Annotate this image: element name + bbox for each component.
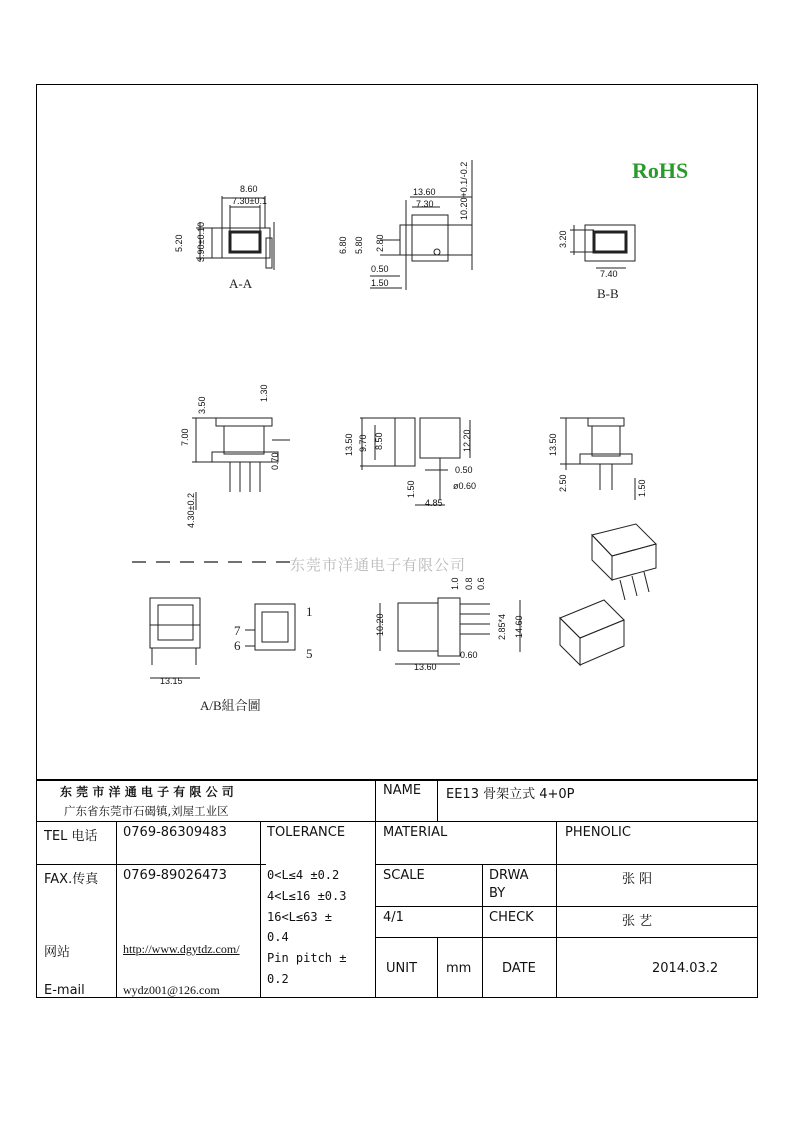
- dim-text: 2.80: [375, 234, 385, 252]
- email-label: E-mail: [44, 983, 85, 998]
- email-value[interactable]: wydz001@126.com: [123, 983, 220, 997]
- pin-label: 6: [234, 638, 241, 653]
- dim-text: 0.50: [455, 465, 473, 475]
- check-value: 张 艺: [622, 914, 653, 929]
- scale-label: SCALE: [383, 868, 425, 883]
- check-label: CHECK: [489, 910, 534, 925]
- dim-text: 3.90±0.10: [196, 222, 206, 262]
- dim-text: 13.50: [344, 433, 354, 456]
- dim-text: 2.50: [558, 474, 568, 492]
- unit-label: UNIT: [386, 961, 418, 976]
- dim-text: 7.30±0.1: [232, 196, 267, 206]
- dim-text: 0.6: [476, 577, 486, 590]
- view-label-bb: B-B: [597, 286, 619, 301]
- tb-line: [260, 821, 261, 998]
- company-name: 东 莞 市 洋 通 电 子 有 限 公 司: [60, 785, 234, 799]
- material-value: PHENOLIC: [565, 825, 631, 840]
- fax-value: 0769-89026473: [123, 868, 227, 883]
- dim-text: 13.60: [414, 662, 437, 672]
- web-label: 网站: [44, 945, 71, 960]
- dim-text: 8.50: [374, 432, 384, 450]
- pin-label: 7: [234, 623, 241, 638]
- tolerance-line-3: 16<L≤63 ±: [267, 910, 333, 924]
- scale-value: 4/1: [383, 910, 404, 925]
- tolerance-line-1: 0<L≤4 ±0.2: [267, 868, 340, 882]
- tb-line: [375, 937, 758, 938]
- dim-text: 5.20: [174, 234, 184, 252]
- dim-text: 12.20: [462, 429, 472, 452]
- view-label-assembly: A/B組合圖: [200, 698, 261, 713]
- rohs-mark: RoHS: [632, 158, 689, 183]
- view-assembly: [150, 598, 520, 678]
- dim-text: 1.50: [637, 479, 647, 497]
- dim-text: 3.50: [197, 396, 207, 414]
- tb-line: [375, 864, 758, 865]
- tb-line: [437, 779, 438, 821]
- dim-text: 6.80: [338, 236, 348, 254]
- drwaby-label: BY: [489, 886, 506, 901]
- dim-text: 2.85*4: [497, 613, 507, 640]
- tolerance-line-4: 0.4: [267, 930, 289, 944]
- dim-text: 7.40: [600, 269, 618, 279]
- view-right: [560, 418, 635, 500]
- material-label: MATERIAL: [383, 825, 448, 840]
- dim-text: 10.20+0.1/-0.2: [459, 161, 469, 220]
- dim-text: ø0.60: [453, 481, 477, 491]
- view-a-a: [196, 196, 274, 270]
- dim-text: 8.60: [240, 184, 258, 194]
- tb-line: [437, 937, 438, 998]
- tb-line: [375, 906, 758, 907]
- pin-label: 5: [306, 646, 313, 661]
- dim-text: 4.30±0.2: [186, 493, 196, 528]
- dim-text: 1.30: [259, 384, 269, 402]
- view-label-aa: A-A: [229, 276, 253, 291]
- dim-text: 14.60: [514, 615, 524, 638]
- dim-text: 1.50: [371, 278, 389, 288]
- dim-text: 1.50: [406, 480, 416, 498]
- web-link[interactable]: http://www.dgytdz.com/: [123, 942, 240, 956]
- dim-text: 10.20: [375, 613, 385, 636]
- tb-line: [116, 821, 117, 998]
- name-value: EE13 骨架立式 4+0P: [446, 787, 575, 802]
- dim-text: 7.30: [416, 199, 434, 209]
- dim-text: 0.8: [464, 577, 474, 590]
- tel-value: 0769-86309483: [123, 825, 227, 840]
- tolerance-line-2: 4<L≤16 ±0.3: [267, 889, 347, 903]
- drwaby-value: 张 阳: [622, 872, 653, 887]
- tb-line: [482, 864, 483, 998]
- tb-line: [375, 779, 376, 998]
- dim-text: 7.00: [180, 428, 190, 446]
- name-label: NAME: [383, 783, 422, 798]
- company-address: 广东省东莞市石碣镇,刘屋工业区: [64, 804, 229, 818]
- unit-value: mm: [446, 961, 472, 976]
- tolerance-label: TOLERANCE: [267, 825, 346, 840]
- fax-label: FAX.传真: [44, 872, 99, 887]
- tb-line: [36, 864, 266, 865]
- drwaby-label: DRWA: [489, 868, 529, 883]
- dim-text: 13.50: [548, 433, 558, 456]
- dim-text: 3.20: [558, 230, 568, 248]
- date-label: DATE: [502, 961, 536, 976]
- pin-label: 1: [306, 604, 313, 619]
- view-isometric: [560, 524, 656, 665]
- dim-text: 0.70: [270, 452, 280, 470]
- date-value: 2014.03.2: [652, 961, 719, 976]
- tolerance-line-6: 0.2: [267, 972, 289, 986]
- tolerance-line-5: Pin pitch ±: [267, 951, 347, 965]
- dim-text: 0.60: [460, 650, 478, 660]
- tb-line: [556, 821, 557, 998]
- dim-text: 13.60: [413, 187, 436, 197]
- tel-label: TEL 电话: [44, 829, 98, 844]
- watermark: 东莞市洋通电子有限公司: [290, 556, 467, 574]
- dim-text: 13.15: [160, 676, 183, 686]
- dim-text: 5.80: [354, 236, 364, 254]
- dim-text: 4.85: [425, 498, 443, 508]
- tb-line: [36, 779, 758, 781]
- dim-text: 9.70: [358, 434, 368, 452]
- dim-text: 0.50: [371, 264, 389, 274]
- dim-text: 1.0: [450, 577, 460, 590]
- tb-line: [36, 821, 758, 822]
- view-b-b: [570, 225, 635, 268]
